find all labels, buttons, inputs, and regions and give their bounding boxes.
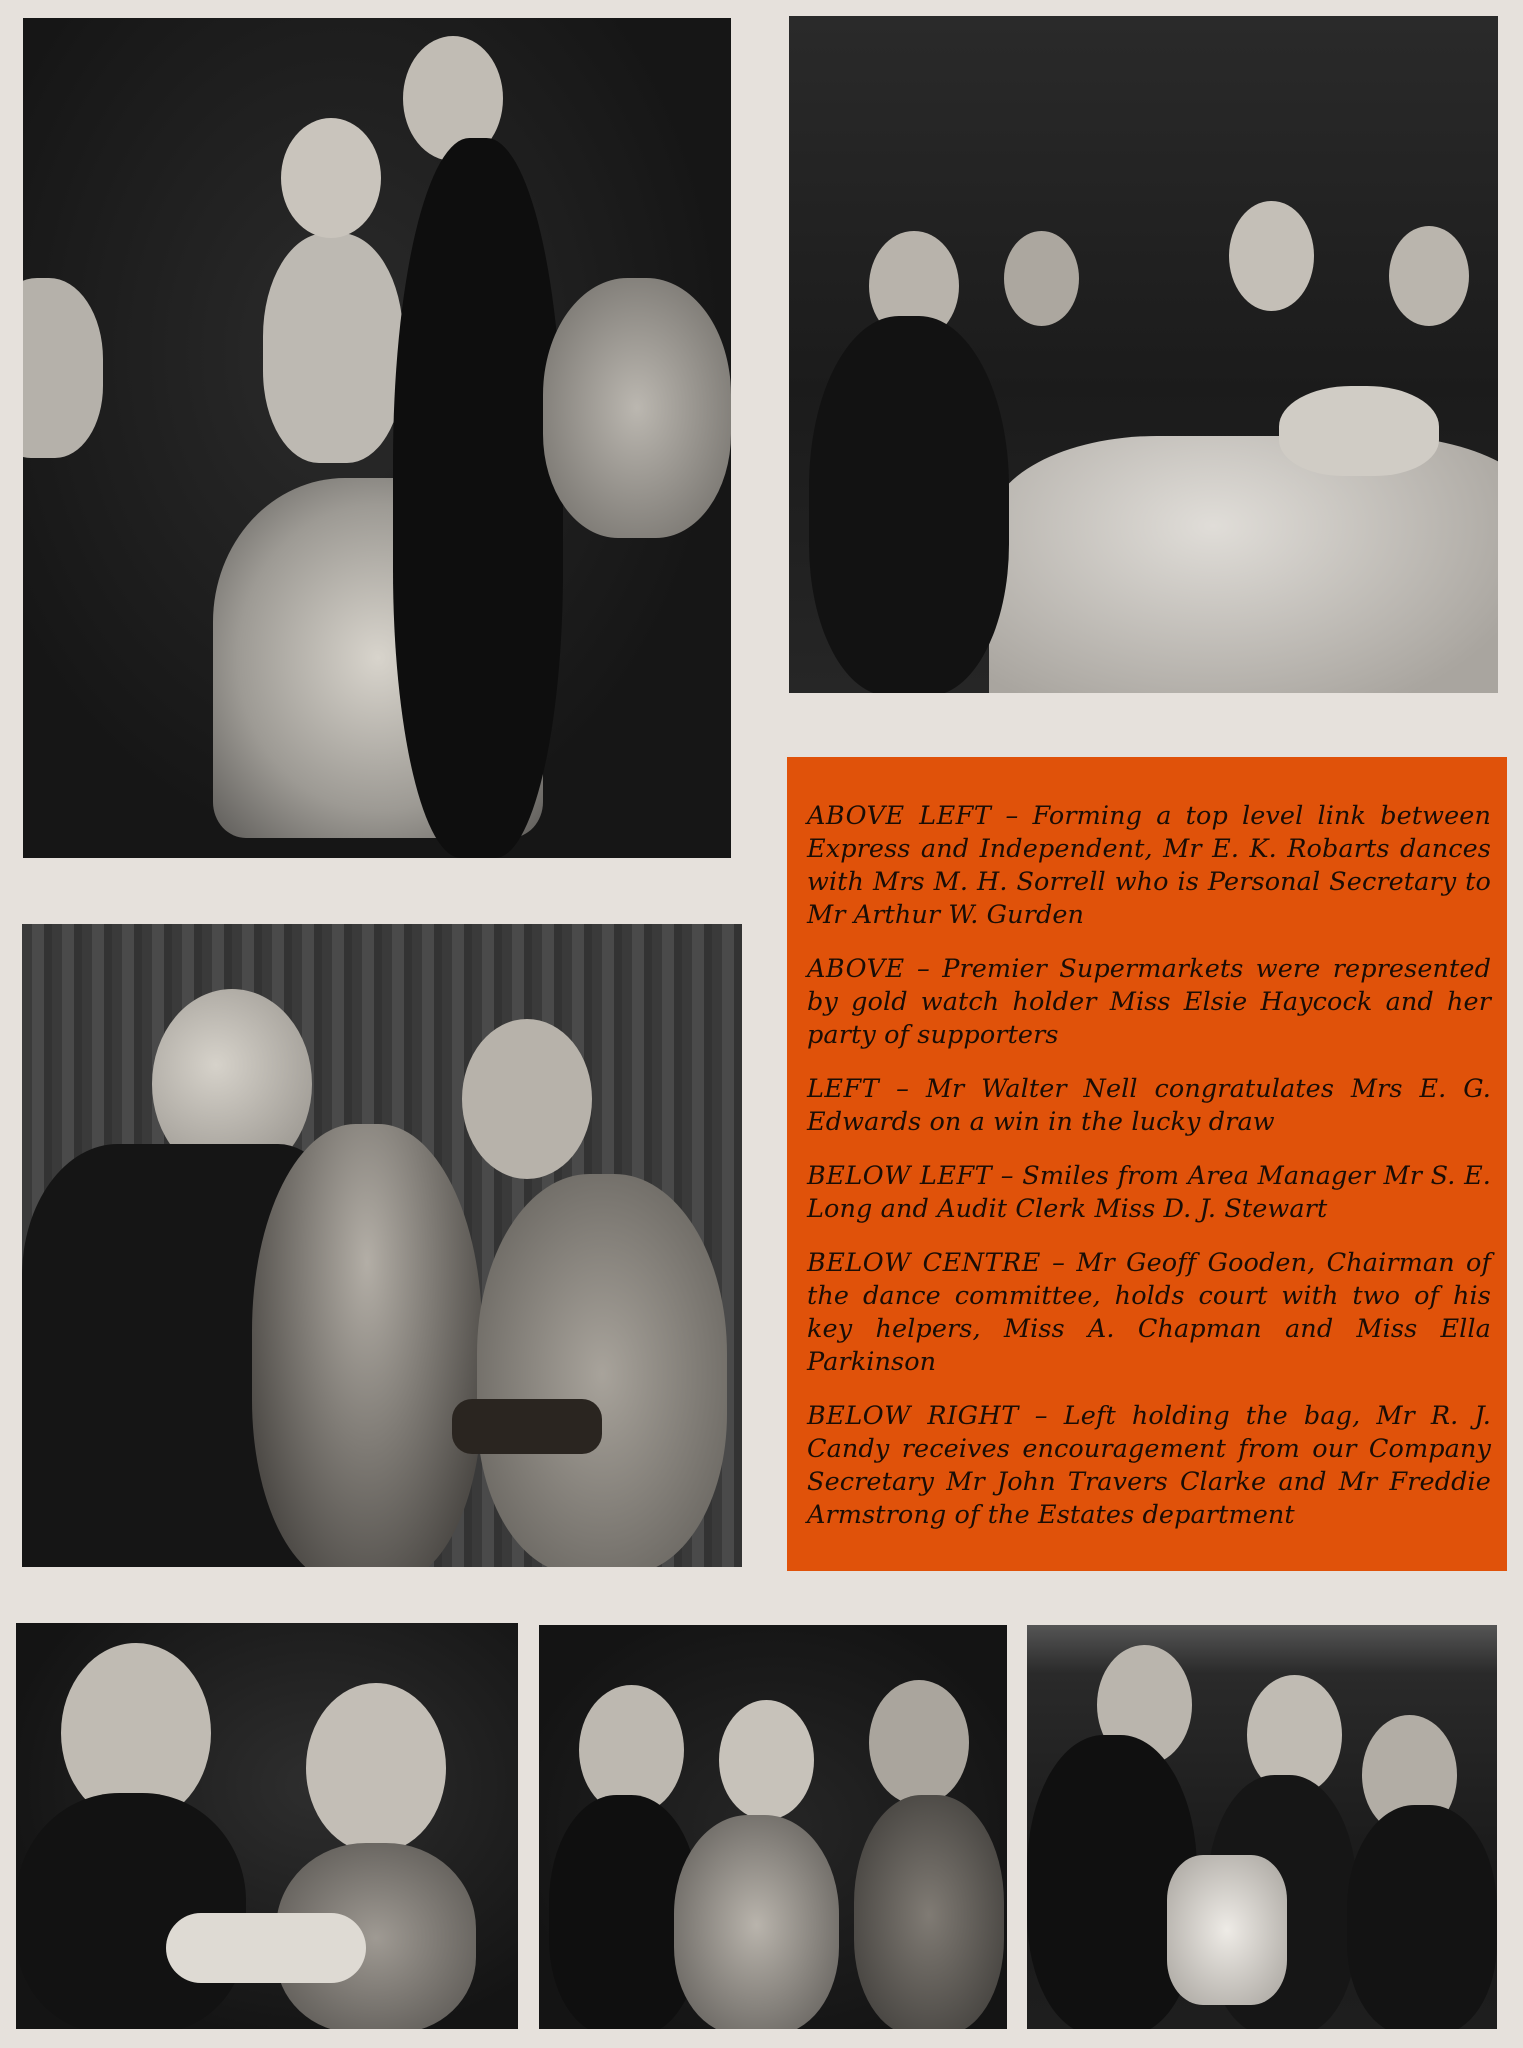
caption-text: Mr Walter Nell congratulates Mrs E. G. Edwards on a win in the lucky draw bbox=[807, 1074, 1491, 1137]
tablecloth bbox=[989, 436, 1498, 693]
caption-left bbox=[807, 1073, 1491, 1139]
caption-text: Forming a top level link between Express and Independent, Mr E. K. Robarts dances with Mrs M. H. Sorrell who is Personal Secretary to Mr Arthur W. Gurden bbox=[807, 801, 1491, 930]
caption-text: Mr Geoff Gooden, Chairman of the dance committee, holds court with two of his key helpers, Miss A. Chapman and Miss Ella Parkinson bbox=[807, 1248, 1492, 1377]
man-suit-figure bbox=[16, 1793, 246, 2029]
caption-below-right bbox=[807, 1400, 1491, 1532]
photo-alt bbox=[22, 924, 23, 925]
caption-separator: – bbox=[991, 801, 1033, 831]
left-skirt-figure bbox=[23, 278, 103, 458]
man-suit-figure bbox=[809, 316, 1009, 693]
photo-alt bbox=[539, 1625, 540, 1626]
photo-above-left bbox=[23, 18, 731, 858]
photo-left bbox=[22, 924, 742, 1567]
flowers bbox=[1279, 386, 1439, 476]
second-woman-skirt-figure bbox=[543, 278, 731, 538]
white-bag bbox=[1167, 1855, 1287, 2005]
caption-above bbox=[807, 953, 1491, 1052]
woman-1-head bbox=[1004, 231, 1079, 326]
caption-label: ABOVE LEFT bbox=[807, 801, 992, 831]
caption-text: Premier Supermarkets were represented by gold watch holder Miss Elsie Haycock and her party of supporters bbox=[807, 954, 1491, 1050]
caption-label: LEFT bbox=[807, 1074, 880, 1104]
photo-below-left bbox=[16, 1623, 518, 2029]
woman-bodice-figure bbox=[263, 233, 403, 463]
caption-label: BELOW LEFT bbox=[807, 1161, 993, 1191]
woman-profile-head bbox=[869, 1680, 969, 1805]
man-dinner-jacket-figure bbox=[393, 138, 563, 858]
caption-separator: – bbox=[1018, 1401, 1064, 1431]
woman-floral-back-figure bbox=[252, 1124, 482, 1567]
woman-smiling-head bbox=[462, 1019, 592, 1179]
woman-gown-figure bbox=[477, 1174, 727, 1567]
caption-above-left bbox=[807, 800, 1491, 932]
bottle-prize bbox=[452, 1399, 602, 1454]
caption-label: ABOVE bbox=[807, 954, 905, 984]
man-3-suit-figure bbox=[1347, 1805, 1497, 2029]
photo-alt bbox=[23, 18, 24, 19]
caption-label: BELOW CENTRE bbox=[807, 1248, 1041, 1278]
caption-box bbox=[787, 757, 1507, 1571]
woman-dress-figure bbox=[854, 1795, 1004, 2029]
photo-alt bbox=[1027, 1625, 1028, 1626]
photo-above bbox=[789, 16, 1498, 693]
woman-head bbox=[281, 118, 381, 238]
photo-alt bbox=[789, 16, 790, 17]
caption-text: Smiles from Area Manager Mr S. E. Long and Audit Clerk Miss D. J. Stewart bbox=[807, 1161, 1492, 1224]
woman-satin-dress-figure bbox=[674, 1815, 839, 2029]
caption-separator: – bbox=[879, 1074, 926, 1104]
caption-separator: – bbox=[1040, 1248, 1077, 1278]
caption-separator: – bbox=[904, 954, 943, 984]
caption-below-centre bbox=[807, 1247, 1491, 1379]
caption-text: Left holding the bag, Mr R. J. Candy receives encouragement from our Company Secretary Mr John Travers Clarke and Mr Freddie Armstrong of the Estates department bbox=[807, 1401, 1491, 1530]
photo-below-centre bbox=[539, 1625, 1007, 2029]
woman-glasses-head bbox=[719, 1700, 814, 1820]
caption-label: BELOW RIGHT bbox=[807, 1401, 1019, 1431]
caption-separator: – bbox=[992, 1161, 1023, 1191]
photo-alt bbox=[16, 1623, 17, 1624]
woman-2-head bbox=[1229, 201, 1314, 311]
white-glove bbox=[166, 1913, 366, 1983]
woman-3-head bbox=[1389, 226, 1469, 326]
caption-below-left bbox=[807, 1160, 1491, 1226]
photo-below-right bbox=[1027, 1625, 1497, 2029]
woman-head bbox=[306, 1683, 446, 1853]
